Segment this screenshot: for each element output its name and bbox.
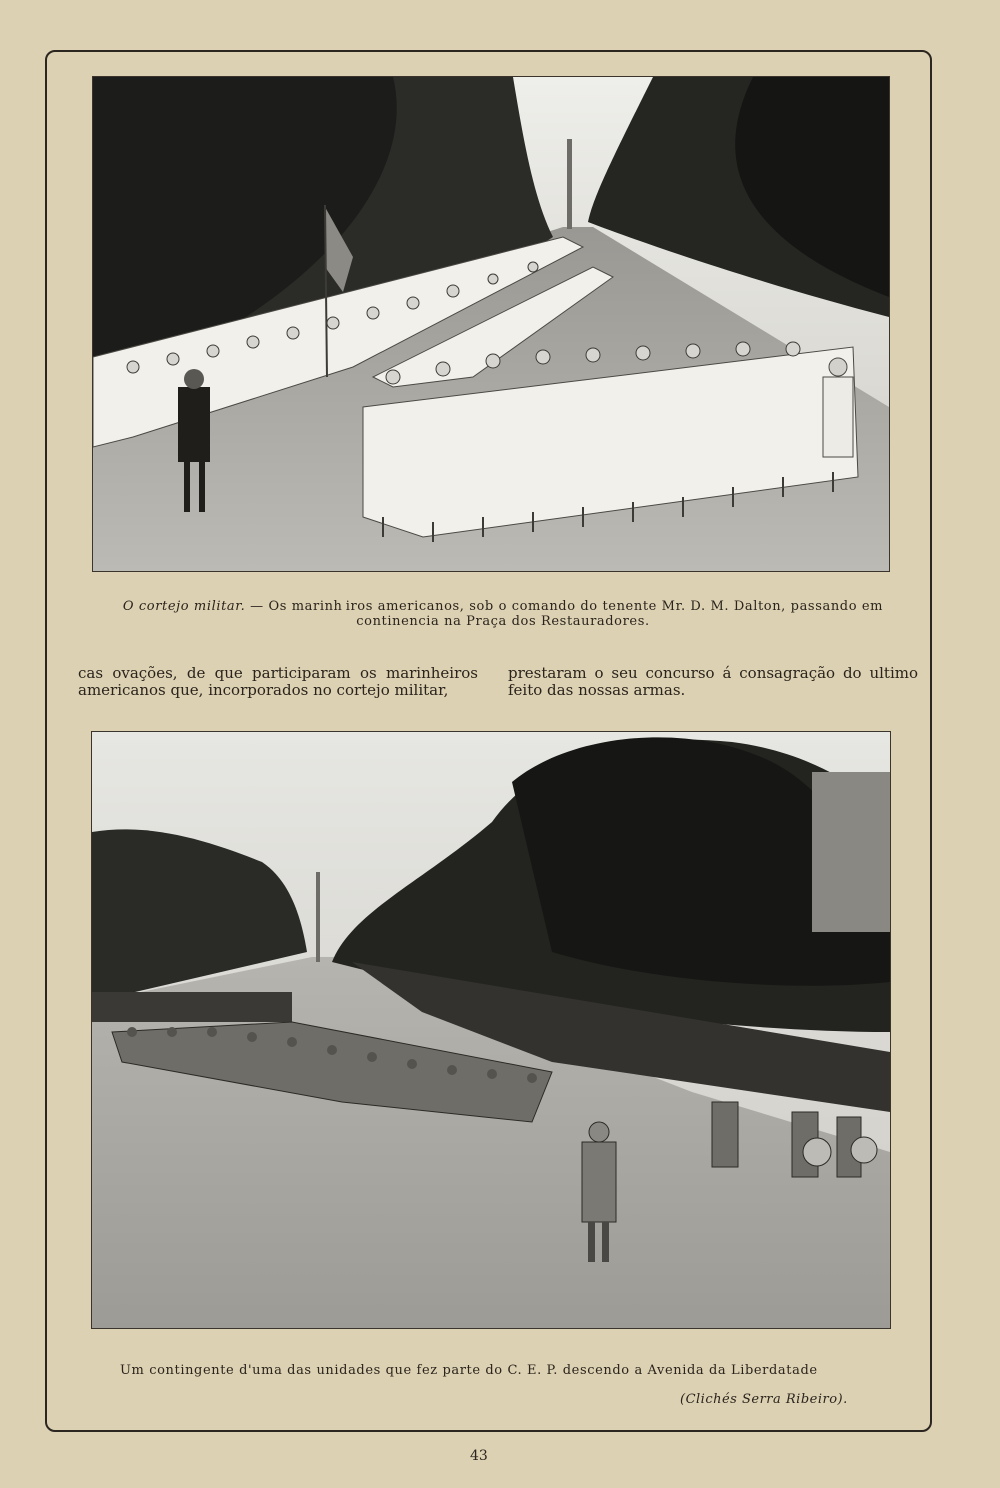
article-column-right: prestaram o seu concurso á consagração do ultimo feito das nossas armas. <box>508 664 918 699</box>
article-column-left: cas ovações, de que participaram os marinheiros americanos que, incorporados no cortejo militar, <box>78 664 478 699</box>
caption-text: — Os marinh iros americanos, sob o comando do tenente Mr. D. M. Dalton, passando em continencia na Praça dos Restauradores. <box>245 599 884 629</box>
page-number: 43 <box>470 1448 488 1464</box>
photo-caption-top <box>108 599 898 629</box>
photo-cep-contingent <box>91 731 891 1329</box>
photo-sailors-parade <box>92 76 890 572</box>
photo-credit: (Clichés Serra Ribeiro). <box>680 1392 848 1407</box>
caption-title: O cortejo militar. <box>122 599 246 614</box>
photo-caption-bottom: Um contingente d'uma das unidades que fez parte do C. E. P. descendo a Avenida da Liberdatade <box>120 1363 818 1378</box>
